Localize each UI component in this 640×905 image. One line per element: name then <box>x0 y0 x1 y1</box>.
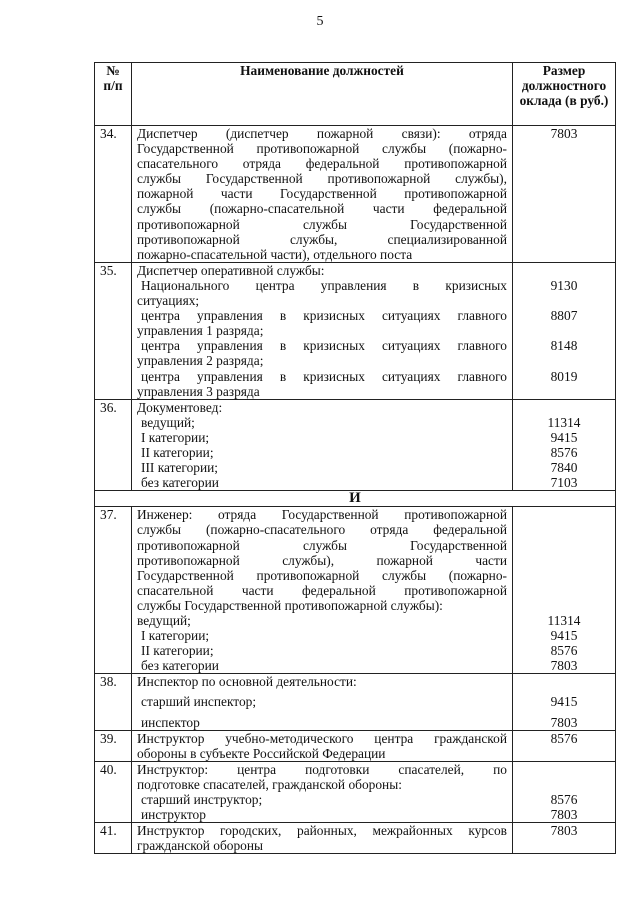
salary-value: 8807 <box>550 308 578 324</box>
salary-value: 8148 <box>550 338 578 354</box>
header-number: № п/п <box>95 63 132 126</box>
salary-value: 7803 <box>550 658 578 674</box>
table-header-row <box>95 63 616 126</box>
salary-column <box>513 761 616 822</box>
salary-value: 7840 <box>550 460 578 476</box>
table-row <box>95 761 616 822</box>
row-number: 35. <box>95 262 132 399</box>
salary-value: 9415 <box>550 628 578 644</box>
salary-value: 8576 <box>513 730 616 761</box>
salary-value: 9415 <box>550 694 578 710</box>
salary-value: 8576 <box>550 643 578 659</box>
row-number: 41. <box>95 823 132 854</box>
salary-column <box>513 507 616 674</box>
position-name: Диспетчер оперативной службы: Национального центра управления в кризисных ситуациях; центра управления в кризисных ситуациях главного управления 1 разряда; центра управления в кризисных ситуациях главного управления 2 разряда; центра управления в кризисных ситуациях главного управления 3 разряда <box>132 262 513 399</box>
row-number: 37. <box>95 507 132 674</box>
salary-column <box>513 399 616 491</box>
salary-value: 7803 <box>513 126 616 263</box>
table-row <box>95 730 616 761</box>
position-name: Диспетчер (диспетчер пожарной связи): отряда Государственной противопожарной службы (пожарно- спасательного отряда федеральной противопожарной службы Государственной противопожарной службы), пожарной части Государственной противопожарной службы (пожарно-спасательной части федеральной противопожарной службы Государственной противопожарной службы, специализированной пожарно-спасательной части), отдельного поста <box>132 126 513 263</box>
salary-value: 7103 <box>550 475 578 491</box>
position-name: Инструктор: центра подготовки спасателей, по подготовке спасателей, гражданской обороны: старший инструктор; инструктор <box>132 761 513 822</box>
row-number: 39. <box>95 730 132 761</box>
salary-value: 8576 <box>550 444 578 460</box>
table-row <box>95 126 616 263</box>
salary-value: 8576 <box>550 792 578 808</box>
position-name: Документовед: ведущий; I категории; II категории; III категории; без категории <box>132 399 513 491</box>
section-letter: И <box>95 491 616 507</box>
positions-table <box>94 62 616 854</box>
header-salary: Размер должностного оклада (в руб.) <box>513 63 616 126</box>
table-row <box>95 823 616 854</box>
salary-value: 7803 <box>513 823 616 854</box>
salary-value: 9130 <box>550 277 578 293</box>
table-row <box>95 674 616 730</box>
row-number: 36. <box>95 399 132 491</box>
position-name: Инструктор учебно-методического центра гражданской обороны в субъекте Российской Федерации <box>132 730 513 761</box>
salary-value: 11314 <box>547 414 581 430</box>
page-number: 5 <box>316 14 324 29</box>
salary-column <box>513 674 616 730</box>
salary-value: 9415 <box>550 429 578 445</box>
salary-value: 7803 <box>550 714 578 730</box>
row-number: 38. <box>95 674 132 730</box>
salary-column <box>513 262 616 399</box>
header-position-name: Наименование должностей <box>132 63 513 126</box>
position-name: Инспектор по основной деятельности: старший инспектор; инспектор <box>132 674 513 730</box>
table-row <box>95 399 616 491</box>
salary-value: 7803 <box>550 807 578 823</box>
position-name: Инженер: отряда Государственной противопожарной службы (пожарно-спасательного отряда федеральной противопожарной службы Государственной противопожарной службы), пожарной части Государственной противопожарной службы (пожарно- спасательной части федеральной противопожарной службы Государственной противопожарной службы): ведущий; I категории; II категории; без категории <box>132 507 513 674</box>
salary-value: 11314 <box>547 613 581 628</box>
table-row <box>95 507 616 674</box>
position-name: Инструктор городских, районных, межрайонных курсов гражданской обороны <box>132 823 513 854</box>
table-row <box>95 262 616 399</box>
row-number: 40. <box>95 761 132 822</box>
salary-value: 8019 <box>550 368 578 384</box>
section-letter-row <box>95 491 616 507</box>
row-number: 34. <box>95 126 132 263</box>
